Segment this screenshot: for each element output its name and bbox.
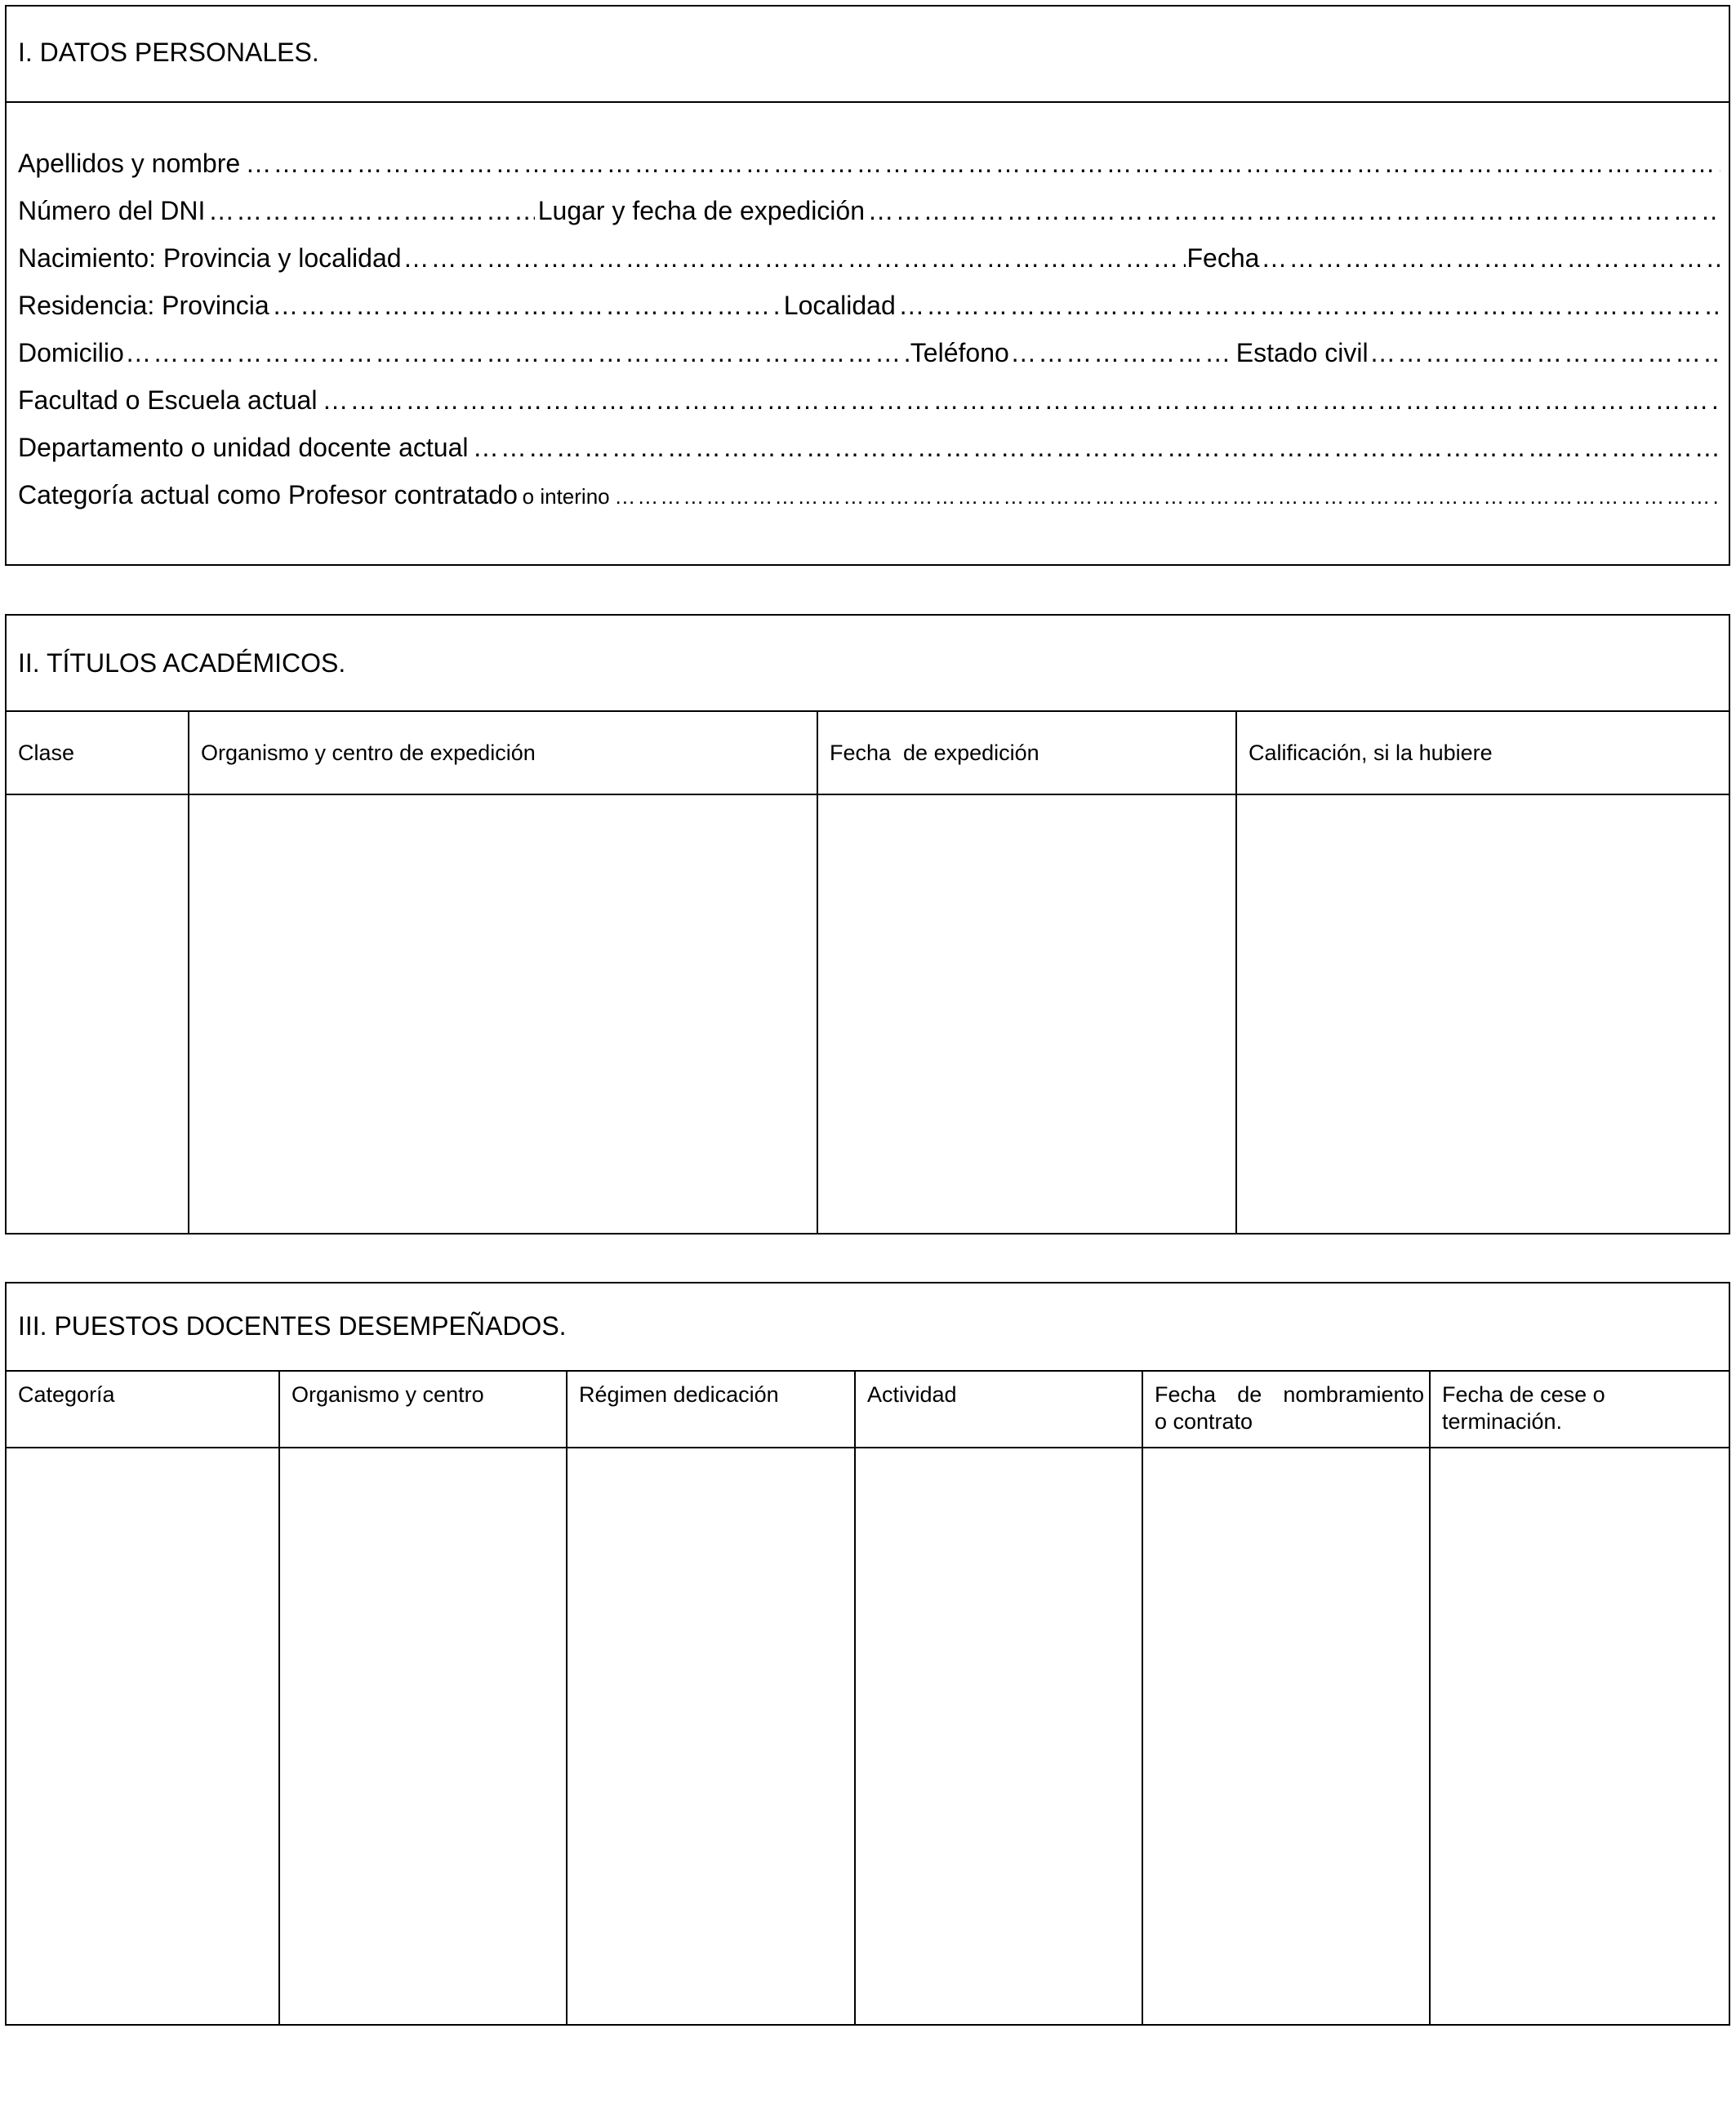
fill-line xyxy=(868,196,1720,226)
field-label: Estado civil xyxy=(1235,338,1369,367)
field-apellidos[interactable] xyxy=(18,149,1720,181)
field-label: Departamento o unidad docente actual xyxy=(18,433,469,462)
section-title: II. TÍTULOS ACADÉMICOS. xyxy=(18,648,346,678)
fill-line xyxy=(614,484,1720,509)
field-residencia[interactable] xyxy=(18,291,1720,323)
table-body-cell[interactable] xyxy=(856,1448,1142,2024)
field-label: Localidad xyxy=(783,291,896,320)
field-domicilio[interactable] xyxy=(18,338,1720,371)
field-facultad[interactable] xyxy=(18,385,1720,418)
field-label: Residencia: Provincia xyxy=(18,291,269,320)
section-title: I. DATOS PERSONALES. xyxy=(18,38,319,67)
column-header-fecha-cese: Fecha de cese o terminación. xyxy=(1442,1382,1605,1434)
table-body-cell[interactable] xyxy=(280,1448,566,2024)
column-header-categoria: Categoría xyxy=(18,1382,115,1407)
fill-line xyxy=(245,149,1720,179)
table-body-cell[interactable] xyxy=(1431,1448,1729,2024)
table-body-cell[interactable] xyxy=(7,1448,278,2024)
column-header-fecha: Fecha de expedición xyxy=(830,741,1039,765)
field-label: Categoría actual como Profesor contratado xyxy=(18,480,518,509)
fill-line xyxy=(403,243,1186,274)
column-header-calificacion: Calificación, si la hubiere xyxy=(1249,741,1493,765)
section-title: III. PUESTOS DOCENTES DESEMPEÑADOS. xyxy=(18,1311,567,1341)
section-titulos-academicos xyxy=(5,614,1730,1234)
field-departamento[interactable] xyxy=(18,433,1720,465)
table-body-cell[interactable] xyxy=(568,1448,854,2024)
field-categoria[interactable] xyxy=(18,480,1720,513)
column-header-organismo: Organismo y centro de expedición xyxy=(201,741,536,765)
field-label: Nacimiento: Provincia y localidad xyxy=(18,243,402,273)
fill-line xyxy=(125,338,909,368)
field-label: Apellidos y nombre xyxy=(18,149,241,178)
field-label: Número del DNI xyxy=(18,196,206,225)
column-header-fecha-nombramiento: Fecha de nombramiento o contrato xyxy=(1155,1382,1431,1434)
table-body-cell[interactable] xyxy=(189,795,817,1233)
field-label-suffix: o interino xyxy=(522,484,610,509)
divider xyxy=(7,101,1729,103)
column-header-regimen: Régimen dedicación xyxy=(579,1382,779,1407)
fill-line xyxy=(898,291,1720,321)
fill-line xyxy=(1261,243,1720,274)
section-puestos-docentes xyxy=(5,1282,1730,2026)
field-label: Domicilio xyxy=(18,338,124,367)
field-label: Lugar y fecha de expedición xyxy=(537,196,865,225)
table-body-cell[interactable] xyxy=(7,795,188,1233)
divider xyxy=(7,710,1729,712)
fill-line xyxy=(322,385,1720,416)
column-header-organismo: Organismo y centro xyxy=(292,1382,484,1407)
fill-line xyxy=(473,433,1720,463)
section-datos-personales xyxy=(5,5,1730,566)
table-body-cell[interactable] xyxy=(818,795,1235,1233)
fill-line xyxy=(1369,338,1720,368)
field-label: Facultad o Escuela actual xyxy=(18,385,318,415)
field-label: Fecha xyxy=(1186,243,1260,273)
column-header-actividad: Actividad xyxy=(867,1382,957,1407)
column-header-clase: Clase xyxy=(18,741,75,765)
field-nacimiento[interactable] xyxy=(18,243,1720,276)
fill-line xyxy=(208,196,535,226)
divider xyxy=(7,1370,1729,1372)
table-body-cell[interactable] xyxy=(1143,1448,1429,2024)
fill-line xyxy=(1010,338,1235,368)
table-body-cell[interactable] xyxy=(1237,795,1729,1233)
field-dni[interactable] xyxy=(18,196,1720,229)
fill-line xyxy=(272,291,781,321)
field-label: Teléfono xyxy=(910,338,1009,367)
